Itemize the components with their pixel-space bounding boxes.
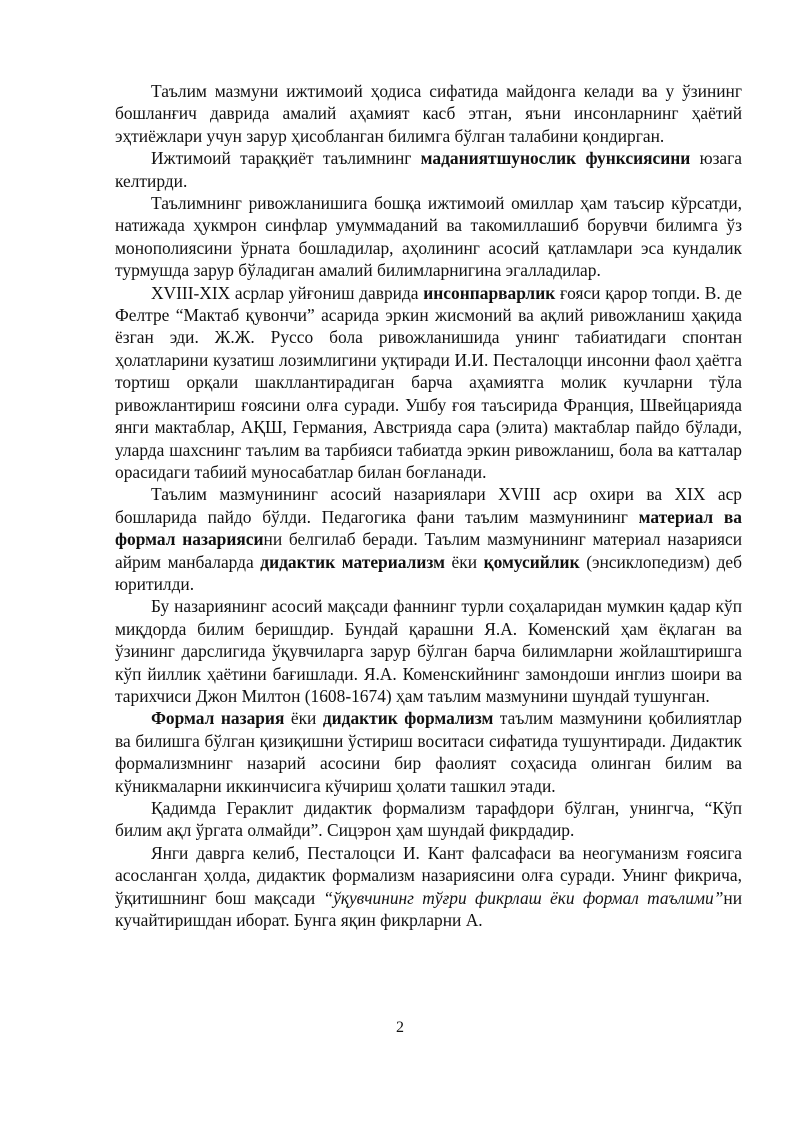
paragraph-7 (115, 707, 742, 797)
bold-term: инсонпарварлик (423, 282, 556, 303)
text-run: ғояси қарор топди. В. де Фелтре “Мактаб қувончи” асарида эркин жисмоний ва ақлий ривожланиш ҳақида ёзган эди. Ж.Ж. Руссо бола ривожланишида унинг табиатидаги спонтан ҳолатларини кузатиш лозимлигини уқтиради И.И. Песталоцци инсонни фаол ҳаётга тортиш орқали шакллантирадиган барча аҳамиятга молик кучларни тўла ривожлантириш ғоясини олға суради. Ушбу ғоя таъсирида Франция, Швейцарияда янги мактаблар, АҚШ, Германия, Австрияда сара (элита) мактаблар пайдо бўлади, уларда шахснинг таълим ва тарбияси табиатда эркин ривожланиш, бола ва катталар орасидаги табиий муносабатлар билан боғланади. (115, 282, 742, 482)
text-run: таълим мазмунини қобилиятлар ва билишга бўлган қизиқишни ўстириш воситаси сифатида тушунтиради. Дидактик формализмнинг назарий асосини бир фаолият соҳасида олинган билим ва кўникмаларни иккинчисига кўчириш ҳолати ташкил этади. (115, 708, 742, 796)
paragraph-8 (115, 797, 742, 842)
text-run: ни белгилаб беради. Таълим мазмунининг материал назарияси айрим манбаларда (115, 529, 743, 572)
text-run: юзага келтирди. (115, 148, 743, 191)
bold-term: дидактик материализм (260, 551, 445, 572)
paragraph-4 (115, 282, 742, 484)
text-run: (энсиклопедизм) деб юритилди. (115, 551, 742, 594)
text-run: XVIII-XIX асрлар уйғониш даврида (151, 282, 424, 303)
paragraph-1 (115, 80, 742, 147)
paragraph-9 (115, 842, 742, 932)
text-run: Таълим мазмунининг асосий назариялари XVIII аср охири ва XIX аср бошларида пайдо бўлди. Педагогика фани таълим мазмунининг (115, 484, 742, 527)
text-run: Бу назариянинг асосий мақсади фаннинг турли соҳаларидан мумкин қадар кўп миқдорда билим беришдир. Бундай қарашни Я.А. Коменский ҳам ёқлаган ва ўзининг дарслигида ўқувчиларга зарур бўлган барча билимларни жойлаштиришга кўп йиллик ҳаётини бағишлади. Я.А. Коменскийнинг замондоши инглиз шоири ва тарихчиси Джон Милтон (1608-1674) ҳам таълим мазмунини шундай тушунган. (115, 596, 742, 706)
italic-quote: “ўқувчининг тўғри фикрлаш ёки формал таълими” (323, 887, 724, 908)
bold-term: маданиятшунослик функсиясини (420, 148, 691, 169)
bold-term: материал ва формал назарияси (115, 506, 742, 550)
text-run: Янги даврга келиб, Песталоцси И. Кант фалсафаси ва неогуманизм ғоясига асосланган ҳолда, дидактик формализм назариясини олға суради. Унинг фикрича, ўқитишнинг бош мақсади (115, 842, 742, 908)
text-run: Қадимда Гераклит дидактик формализм тарафдори бўлган, унингча, “Кўп билим ақл ўргата олмайди”. Сицэрон ҳам шундай фикрдадир. (115, 798, 742, 841)
bold-term: дидактик формализм (322, 708, 494, 729)
body-text (115, 80, 742, 931)
text-run: ёки (284, 708, 323, 729)
text-run: ёки (444, 551, 484, 572)
paragraph-6 (115, 595, 742, 707)
bold-term: қомусийлик (483, 551, 580, 572)
paragraph-2 (115, 147, 742, 192)
text-run: Ижтимоий тараққиёт таълимнинг (151, 148, 421, 169)
bold-term: Формал назария (151, 708, 285, 729)
page-number: 2 (396, 1019, 404, 1036)
text-run: Таълимнинг ривожланишига бошқа ижтимоий омиллар ҳам таъсир кўрсатди, натижада ҳукмрон синфлар умуммаданий ва такомиллашиб борувчи билимга ўз монополиясини ўрната бошладилар, аҳолининг асосий қатламлари эса кундалик турмушда зарур бўладиган амалий билимларнигина эгалладилар. (115, 193, 742, 281)
paragraph-3 (115, 192, 742, 282)
paragraph-5 (115, 483, 742, 595)
text-run: Таълим мазмуни ижтимоий ҳодиса сифатида майдонга келади ва у ўзининг бошланғич даврида амалий аҳамият касб этган, яъни инсонларнинг ҳаётий эҳтиёжлари учун зарур ҳисобланган билимга бўлган талабини қондирган. (115, 81, 742, 146)
text-run: ни кучайтиришдан иборат. Бунга яқин фикрларни А. (115, 887, 743, 931)
